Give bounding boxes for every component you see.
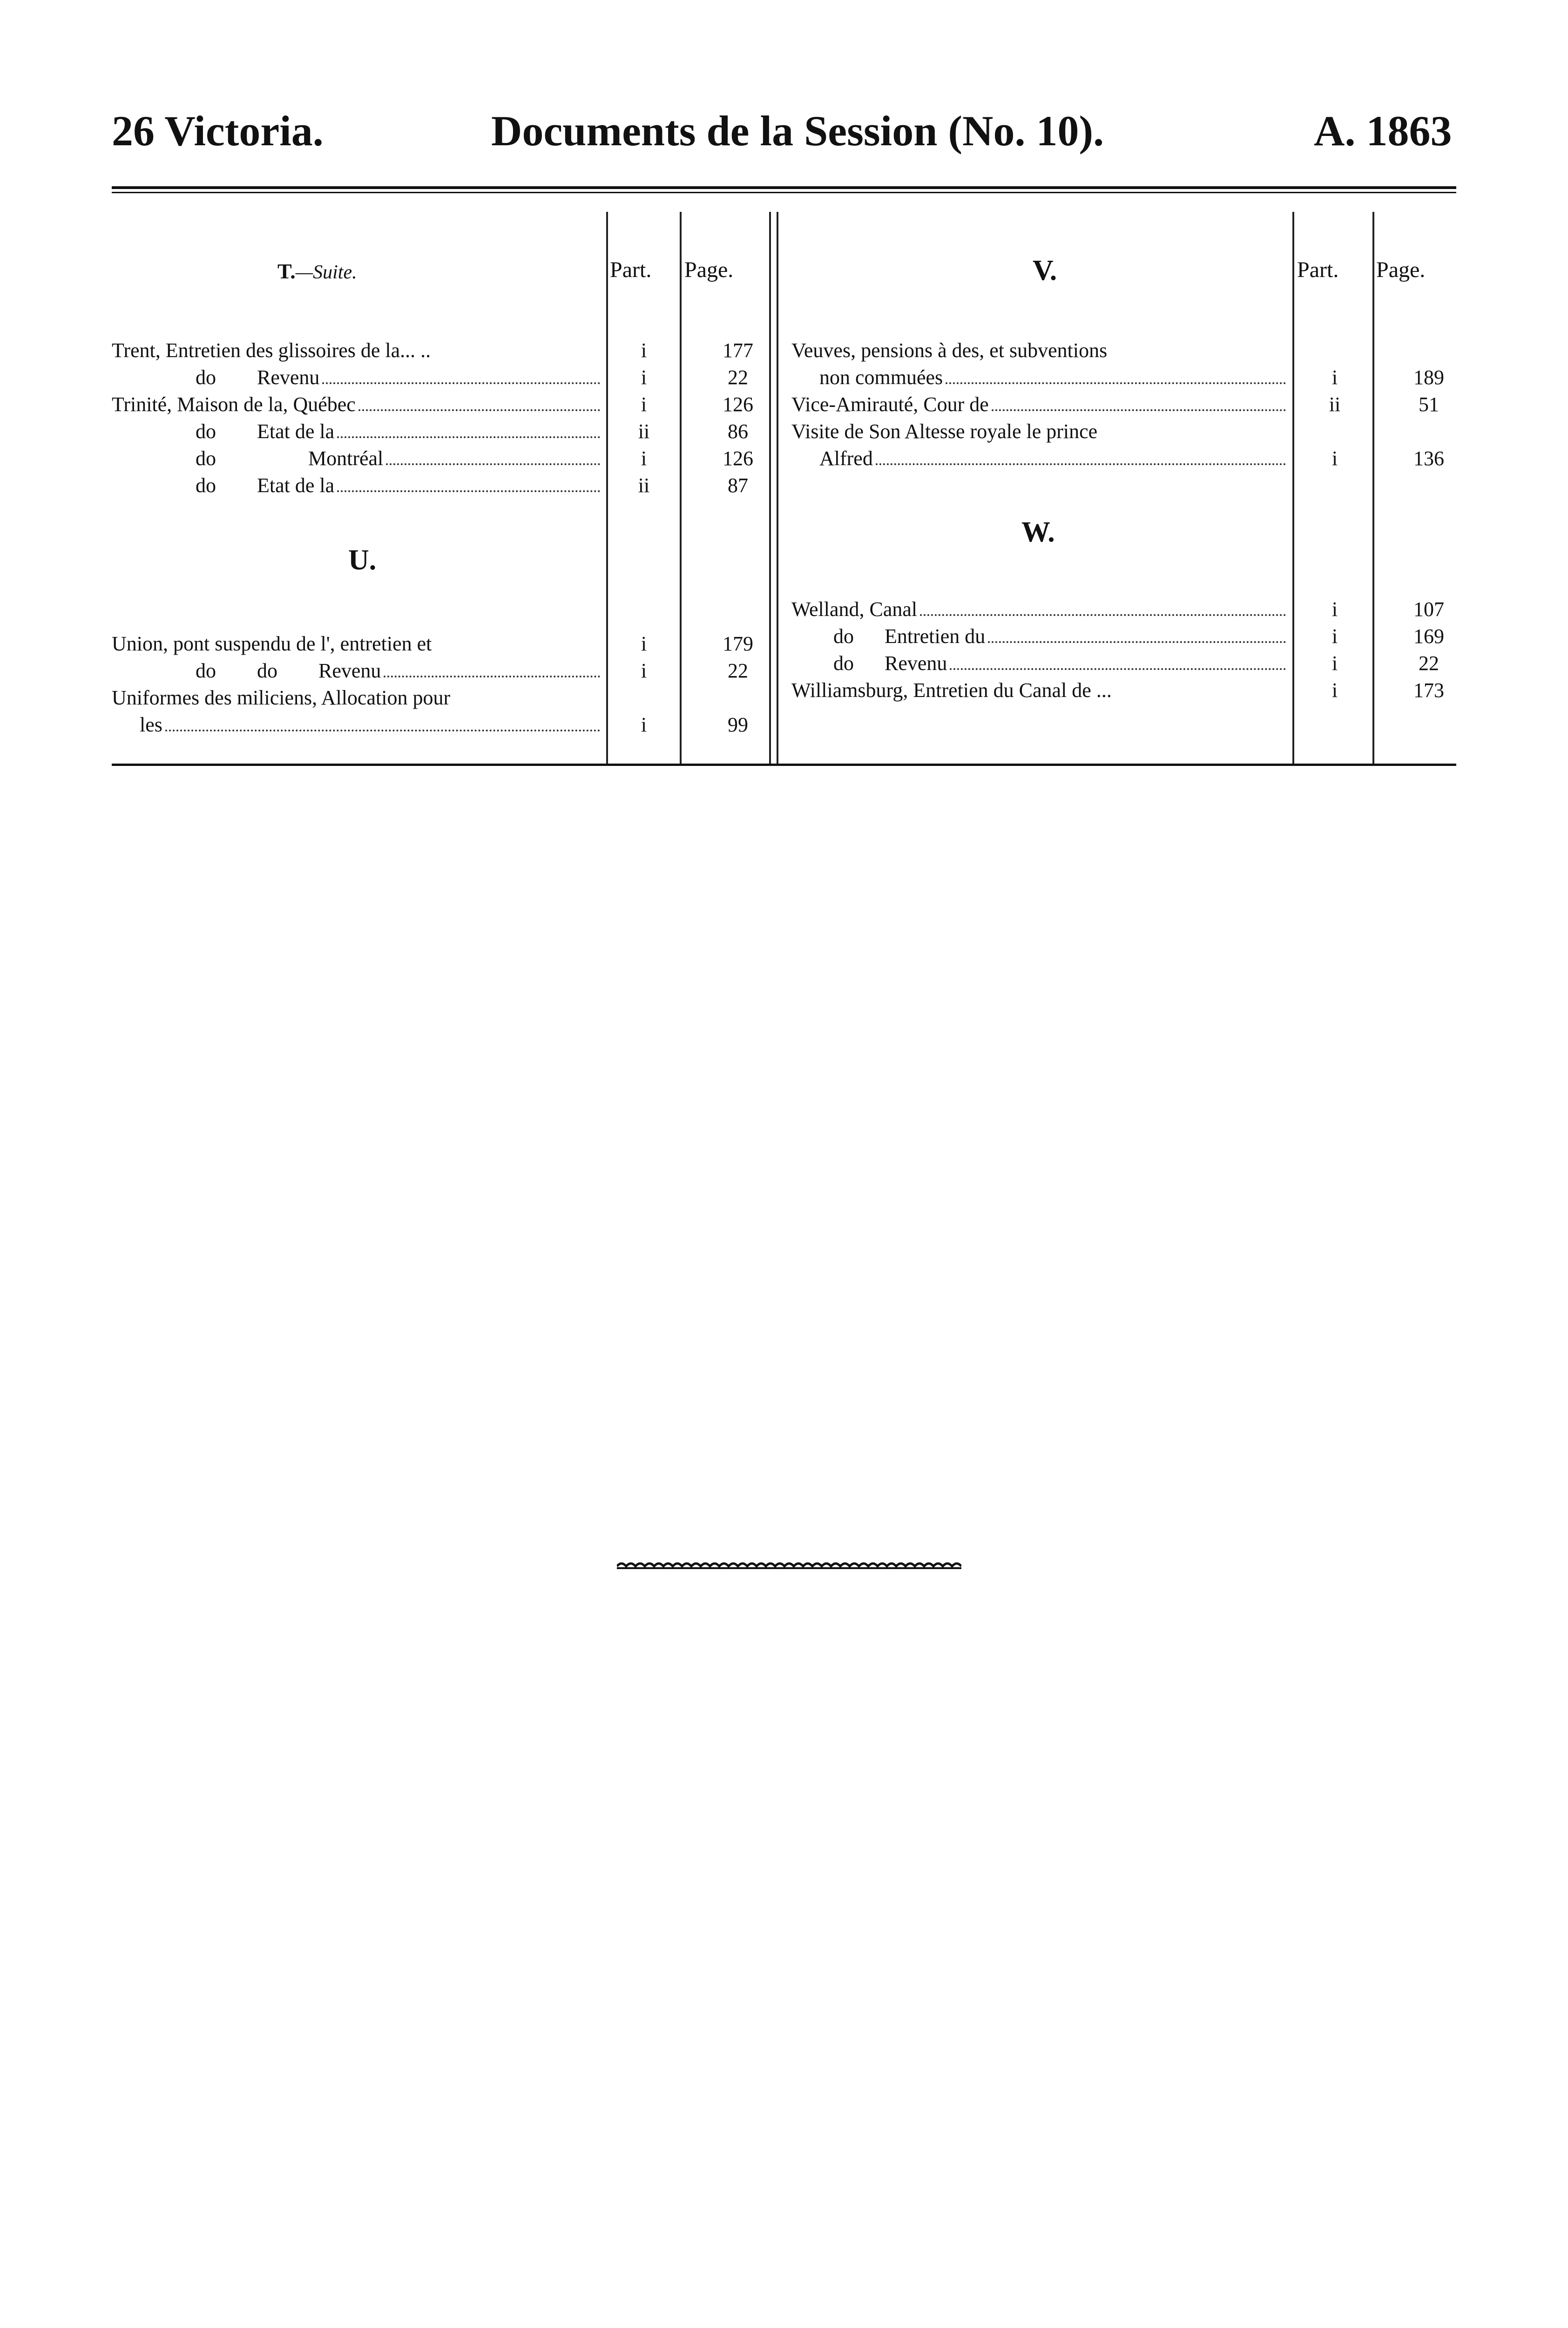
index-entry: do Entretien du bbox=[833, 623, 1289, 650]
part-value: ii bbox=[638, 474, 650, 497]
page-value: 99 bbox=[728, 713, 748, 736]
part-value: i bbox=[641, 339, 647, 362]
running-head-title: Documents de la Session (No. 10). bbox=[491, 107, 1104, 155]
part-value: ii bbox=[638, 420, 650, 443]
column-rule bbox=[777, 212, 778, 766]
section-heading-v: V. bbox=[1033, 255, 1057, 286]
column-rule bbox=[606, 212, 608, 766]
page-value: 136 bbox=[1413, 447, 1444, 470]
part-column-heading: Part. bbox=[610, 257, 652, 282]
section-heading-w: W. bbox=[1021, 516, 1055, 548]
part-column-heading: Part. bbox=[1297, 257, 1339, 282]
part-value: i bbox=[1331, 625, 1338, 648]
page-column-heading: Page. bbox=[1376, 257, 1426, 282]
index-entry: Williamsburg, Entretien du Canal de ... bbox=[791, 679, 1112, 702]
part-value: i bbox=[641, 393, 647, 416]
column-rule bbox=[1372, 212, 1374, 766]
table-bottom-rule bbox=[112, 764, 1456, 766]
index-entry: do Revenu bbox=[196, 364, 603, 391]
page-value: 107 bbox=[1413, 598, 1444, 621]
part-value: ii bbox=[1329, 393, 1341, 416]
page-value: 179 bbox=[723, 632, 753, 655]
part-value: i bbox=[641, 366, 647, 389]
index-entry: do Etat de la bbox=[196, 418, 603, 445]
page-value: 177 bbox=[723, 339, 753, 362]
page-value: 51 bbox=[1419, 393, 1439, 416]
part-value: i bbox=[1331, 366, 1338, 389]
part-value: i bbox=[641, 447, 647, 470]
decorative-ornament-rule bbox=[617, 1558, 961, 1571]
header-rule-bottom bbox=[112, 192, 1456, 193]
index-entry: les bbox=[140, 711, 603, 738]
index-entry: do Revenu bbox=[833, 650, 1289, 677]
section-suite: —Suite. bbox=[295, 262, 357, 283]
part-value: i bbox=[641, 713, 647, 736]
part-value: i bbox=[641, 632, 647, 655]
page-value: 22 bbox=[728, 659, 748, 682]
index-entry: do Etat de la bbox=[196, 472, 603, 499]
section-letter: T. bbox=[277, 259, 296, 283]
page-value: 126 bbox=[723, 447, 753, 470]
page-value: 169 bbox=[1413, 625, 1444, 648]
index-entry: Visite de Son Altesse royale le prince bbox=[791, 420, 1098, 443]
index-entry: Veuves, pensions à des, et subventions bbox=[791, 339, 1108, 362]
part-value: i bbox=[641, 659, 647, 682]
index-entry: Vice-Amirauté, Cour de bbox=[791, 391, 1289, 418]
index-entry: non commuées bbox=[819, 364, 1289, 391]
header-rule-top bbox=[112, 186, 1456, 189]
page-column-heading: Page. bbox=[684, 257, 734, 282]
column-rule bbox=[1292, 212, 1294, 766]
index-entry: Welland, Canal bbox=[791, 596, 1289, 623]
page-value: 87 bbox=[728, 474, 748, 497]
part-value: i bbox=[1331, 447, 1338, 470]
index-entry: do do Revenu bbox=[196, 657, 603, 684]
part-value: i bbox=[1331, 598, 1338, 621]
index-entry: Trinité, Maison de la, Québec bbox=[112, 391, 603, 418]
column-rule bbox=[680, 212, 682, 766]
page-value: 22 bbox=[1419, 652, 1439, 675]
running-head-volume: 26 Victoria. bbox=[112, 107, 324, 155]
index-entry: Alfred bbox=[819, 445, 1289, 472]
part-value: i bbox=[1331, 652, 1338, 675]
page-value: 189 bbox=[1413, 366, 1444, 389]
running-head-year: A. 1863 bbox=[1314, 107, 1452, 155]
index-entry: Trent, Entretien des glissoires de la... .. bbox=[112, 339, 431, 362]
section-heading-t bbox=[277, 259, 357, 284]
page-value: 173 bbox=[1413, 679, 1444, 702]
page-value: 86 bbox=[728, 420, 748, 443]
index-entry: do Montréal bbox=[196, 445, 603, 472]
page-value: 126 bbox=[723, 393, 753, 416]
part-value: i bbox=[1331, 679, 1338, 702]
section-heading-u: U. bbox=[348, 544, 377, 576]
index-entry: Union, pont suspendu de l', entretien et bbox=[112, 632, 432, 655]
index-entry: Uniformes des miliciens, Allocation pour bbox=[112, 686, 451, 709]
page-value: 22 bbox=[728, 366, 748, 389]
